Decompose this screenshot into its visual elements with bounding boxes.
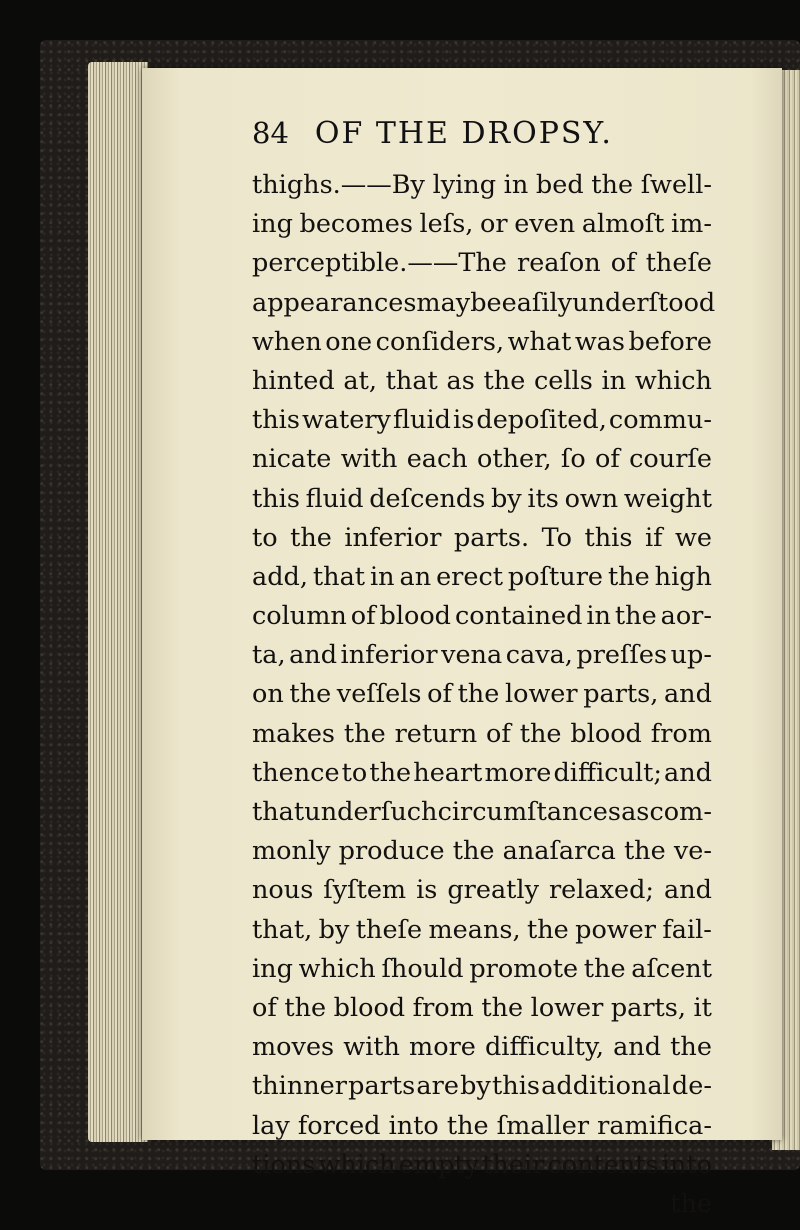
- text-line: thinner parts are by this additional de-: [252, 1071, 712, 1102]
- page-number: 84: [252, 116, 289, 150]
- page-edges-left: [88, 62, 148, 1142]
- text-line: of the blood from the lower parts, it: [252, 992, 712, 1023]
- page-header: [252, 116, 672, 166]
- text-line: monly produce the anaſarca the ve-: [252, 836, 712, 867]
- text-line: that, by theſe means, the power fail-: [252, 914, 712, 945]
- text-line: to the inferior parts. To this if we: [252, 522, 712, 553]
- text-line: when one conſiders, what was before: [252, 326, 712, 357]
- text-line: nous ſyſtem is greatly relaxed; and: [252, 875, 712, 906]
- text-line: ta, and inferior vena cava, preſſes up-: [252, 640, 712, 671]
- text-line: moves with more difficulty, and the: [252, 1032, 712, 1063]
- text-line: appearances may be eaſily underſtood: [252, 287, 716, 318]
- text-line: thence to the heart more difficult; and: [252, 757, 712, 788]
- text-line: thighs.——By lying in bed the ſwell-: [252, 170, 712, 200]
- catchword: the: [670, 1188, 712, 1219]
- text-line: on the veſſels of the lower parts, and: [252, 679, 712, 710]
- text-line: perceptible.——The reaſon of theſe: [252, 248, 712, 279]
- text-line: nicate with each other, ſo of courſe: [252, 444, 712, 475]
- text-line: this fluid deſcends by its own weight: [252, 483, 712, 514]
- text-line: this watery fluid is depoſited, commu-: [252, 405, 712, 436]
- text-line: column of blood contained in the aor-: [252, 601, 712, 632]
- text-line: hinted at, that as the cells in which: [252, 365, 712, 396]
- text-line: ing which ſhould promote the aſcent: [252, 953, 712, 984]
- text-line: makes the return of the blood from: [252, 718, 712, 749]
- text-line: lay forced into the ſmaller ramifica-: [252, 1110, 712, 1141]
- text-line: tions which empty their contents into: [252, 1149, 712, 1180]
- text-line: that under ſuch circumſtances as com-: [252, 797, 712, 827]
- body-text: [252, 166, 716, 1224]
- running-head: OF THE DROPSY.: [314, 116, 613, 151]
- text-line: add, that in an erect poſture the high: [252, 561, 712, 592]
- text-line: ing becomes leſs, or even almoſt im-: [252, 209, 712, 240]
